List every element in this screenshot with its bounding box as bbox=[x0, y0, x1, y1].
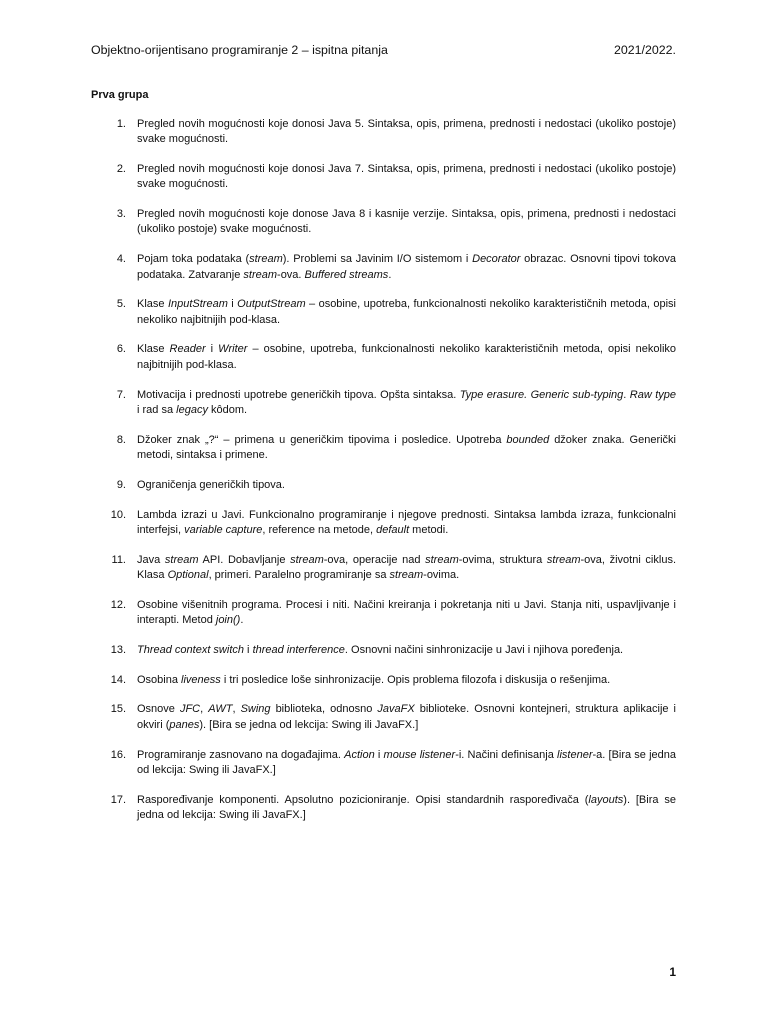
question-text-segment: metodi. bbox=[409, 523, 449, 536]
question-text-segment: API. Dobavljanje bbox=[198, 553, 291, 566]
question-number: 11. bbox=[111, 553, 126, 566]
question-text-segment: -i. Načini definisanja bbox=[455, 748, 558, 761]
question-text-italic: JFC bbox=[179, 703, 201, 716]
question-item bbox=[91, 117, 676, 148]
question-number: 17. bbox=[110, 793, 126, 806]
question-text-italic: stream bbox=[546, 553, 581, 566]
question-text-italic: Buffered streams bbox=[304, 268, 389, 281]
question-text-segment: Osobina bbox=[137, 673, 182, 686]
question-number: 2. bbox=[116, 163, 126, 176]
question-text-italic: AWT bbox=[208, 703, 233, 716]
question-text-segment: Java bbox=[137, 553, 165, 566]
question-text-italic: Reader bbox=[169, 343, 206, 356]
question-text-segment: ). [Bira se jedna od lekcija: Swing ili JavaFX.] bbox=[137, 793, 676, 821]
question-number: 10. bbox=[110, 508, 126, 521]
question-text-italic: variable capture bbox=[184, 523, 263, 536]
group-title: Prva grupa bbox=[91, 89, 149, 101]
question-text-segment: -ovima, struktura bbox=[458, 553, 547, 566]
question-text-segment: kôdom. bbox=[207, 403, 248, 416]
question-item bbox=[91, 553, 676, 584]
question-text-segment: Motivacija i prednosti upotrebe generičkih tipova. Opšta sintaksa. bbox=[137, 388, 460, 401]
question-text-segment: biblioteka, odnosno bbox=[270, 703, 378, 716]
question-text bbox=[137, 553, 676, 584]
question-text-segment: Pregled novih mogućnosti koje donosi Java 5. Sintaksa, opis, primena, prednosti i nedostaci (ukoliko postoje) svake mogućnosti. bbox=[137, 118, 676, 146]
question-text-segment: i tri posledice loše sinhronizacije. Opis problema filozofa i diskusija o rešenjima. bbox=[220, 673, 611, 686]
question-text-segment: – osobine, upotreba, funkcionalnosti nekoliko karakterističnih metoda, opisi nekoliko najbitnijih pod-klasa. bbox=[137, 343, 677, 371]
question-text bbox=[137, 478, 676, 493]
question-item bbox=[91, 342, 676, 373]
question-text-segment: , bbox=[232, 703, 241, 716]
question-text-italic: Swing bbox=[240, 703, 271, 716]
question-text bbox=[137, 207, 676, 238]
question-text-segment: -ova, životni ciklus. Klasa bbox=[137, 553, 676, 581]
question-text-italic: legacy bbox=[176, 403, 208, 416]
question-item bbox=[91, 598, 676, 629]
question-item bbox=[91, 508, 676, 539]
question-text-italic: Decorator bbox=[472, 253, 521, 266]
question-text-segment: džoker znaka. Generički metodi, sintaksa i primene. bbox=[137, 433, 676, 461]
question-number: 14. bbox=[110, 673, 126, 686]
question-text bbox=[137, 388, 676, 419]
question-text bbox=[137, 117, 676, 148]
question-text-italic: join() bbox=[215, 614, 241, 627]
page-header bbox=[91, 42, 676, 58]
question-text-segment: Lambda izrazi u Javi. Funkcionalno programiranje i njegove prednosti. Sintaksa lambda izraza, funkcionalni interfejsi, bbox=[137, 508, 676, 536]
question-number: 8. bbox=[116, 433, 126, 446]
question-item bbox=[91, 207, 676, 238]
question-text-segment: i bbox=[374, 748, 384, 761]
question-text-segment: biblioteke. Osnovni kontejneri, struktura aplikacije i okviri ( bbox=[137, 703, 676, 731]
question-text-segment: , reference na metode, bbox=[262, 523, 377, 536]
question-number: 12. bbox=[110, 598, 126, 611]
question-number: 16. bbox=[110, 748, 126, 761]
question-text bbox=[137, 297, 676, 328]
question-text bbox=[137, 508, 676, 539]
header-course-title: Objektno-orijentisano programiranje 2 – ispitna pitanja bbox=[91, 43, 388, 57]
question-text bbox=[137, 673, 676, 688]
question-text-segment: . Osnovni načini sinhronizacije u Javi i njihova poređenja. bbox=[344, 643, 624, 656]
question-text-segment: -a. [Bira se jedna od lekcija: Swing ili JavaFX.] bbox=[137, 748, 677, 776]
question-text-segment: ). Problemi sa Javinim I/O sistemom i bbox=[282, 253, 473, 266]
question-text-segment: Osnove bbox=[137, 703, 180, 716]
question-item bbox=[91, 643, 676, 658]
question-text-segment: Pregled novih mogućnosti koje donose Java 8 i kasnije verzije. Sintaksa, opis, primena, prednosti i nedostaci (ukoliko postoje) svake mogućnosti. bbox=[137, 208, 676, 236]
question-text-segment: ). [Bira se jedna od lekcija: Swing ili JavaFX.] bbox=[199, 718, 419, 731]
question-text-segment: – osobine, upotreba, funkcionalnosti nekoliko karakterističnih metoda, opisi nekoliko najbitnijih pod-klasa. bbox=[137, 298, 676, 326]
question-text-italic: stream bbox=[389, 568, 424, 581]
question-text-italic: OutputStream bbox=[237, 298, 306, 311]
question-text-italic: InputStream bbox=[167, 298, 228, 311]
question-text bbox=[137, 748, 676, 779]
header-academic-year: 2021/2022. bbox=[613, 43, 676, 57]
question-text-segment: Ograničenja generičkih tipova. bbox=[137, 478, 285, 491]
question-number: 9. bbox=[116, 478, 126, 491]
question-text-segment: Klase bbox=[137, 298, 168, 311]
question-text-segment: Klase bbox=[137, 343, 170, 356]
question-text-italic: stream bbox=[164, 553, 199, 566]
question-item bbox=[91, 748, 676, 779]
question-text-segment: i bbox=[205, 343, 219, 356]
question-text bbox=[137, 162, 676, 193]
question-text-italic: bounded bbox=[506, 433, 550, 446]
question-text-segment: Osobine višenitnih programa. Procesi i niti. Načini kreiranja i pokretanja niti u Javi. Stanja niti, uspavljivanje i interapti. Metod bbox=[137, 598, 676, 627]
question-number: 3. bbox=[116, 208, 126, 221]
question-text-italic: stream bbox=[249, 253, 283, 266]
question-text-italic: Type erasure. Generic sub-typing bbox=[459, 388, 624, 401]
question-item bbox=[91, 297, 676, 328]
question-text-segment: , bbox=[200, 703, 209, 716]
question-text-segment: Pregled novih mogućnosti koje donosi Java 7. Sintaksa, opis, primena, prednosti i nedostaci (ukoliko postoje) svake mogućnosti. bbox=[137, 163, 676, 191]
question-item bbox=[91, 478, 676, 493]
question-text-italic: layouts bbox=[588, 793, 624, 806]
question-number: 13. bbox=[110, 643, 126, 656]
question-text-italic: default bbox=[376, 523, 410, 536]
question-item bbox=[91, 433, 676, 464]
question-item bbox=[91, 388, 676, 419]
question-item bbox=[91, 252, 676, 283]
question-text bbox=[137, 342, 676, 373]
question-text bbox=[137, 598, 676, 629]
question-item bbox=[91, 162, 676, 193]
question-text-italic: panes bbox=[169, 718, 200, 731]
question-text-italic: JavaFX bbox=[377, 703, 415, 716]
question-text bbox=[137, 433, 676, 464]
question-number: 7. bbox=[116, 388, 126, 401]
question-text bbox=[137, 793, 676, 824]
question-text-segment: -ova, operacije nad bbox=[323, 553, 426, 566]
question-text-italic: Thread context switch bbox=[137, 643, 244, 656]
page-number: 1 bbox=[669, 965, 676, 979]
question-text-segment: i bbox=[227, 298, 238, 311]
question-text bbox=[137, 252, 676, 283]
question-text-segment: -ovima. bbox=[423, 568, 460, 581]
question-text-segment: Pojam toka podataka ( bbox=[137, 253, 250, 266]
question-text-segment: Džoker znak „?“ – primena u generičkim tipovima i posledice. Upotreba bbox=[137, 433, 507, 446]
question-text-italic: listener bbox=[557, 748, 593, 761]
question-number: 6. bbox=[116, 343, 126, 356]
question-text-italic: mouse listener bbox=[383, 748, 456, 761]
question-text-segment: , primeri. Paralelno programiranje sa bbox=[208, 568, 390, 581]
question-text-italic: Raw type bbox=[629, 388, 676, 401]
question-number: 15. bbox=[110, 703, 126, 716]
question-text-italic: Optional bbox=[167, 568, 209, 581]
question-text-segment: . bbox=[623, 388, 630, 401]
question-text-italic: thread interference bbox=[252, 643, 345, 656]
question-text-segment: -ova. bbox=[277, 268, 305, 281]
question-item bbox=[91, 793, 676, 824]
question-text-segment: obrazac. Osnovni tipovi tokova podataka. Zatvaranje bbox=[137, 253, 677, 281]
question-text-italic: stream bbox=[243, 268, 278, 281]
question-text-italic: liveness bbox=[181, 673, 221, 686]
question-text-segment: Programiranje zasnovano na događajima. bbox=[137, 748, 345, 761]
question-text-italic: stream bbox=[290, 553, 324, 566]
question-number: 5. bbox=[116, 298, 126, 311]
question-text-italic: stream bbox=[425, 553, 459, 566]
question-number: 1. bbox=[116, 118, 126, 130]
question-text bbox=[137, 643, 676, 658]
question-item bbox=[91, 702, 676, 733]
question-text-segment: . bbox=[388, 268, 392, 281]
question-text bbox=[137, 702, 676, 733]
question-text-segment: i bbox=[244, 643, 253, 656]
question-item bbox=[91, 673, 676, 688]
question-text-italic: Writer bbox=[218, 343, 248, 356]
question-number: 4. bbox=[116, 253, 126, 266]
question-text-segment: Raspoređivanje komponenti. Apsolutno pozicioniranje. Opisi standardnih raspoređivača ( bbox=[137, 793, 589, 806]
question-text-italic: Action bbox=[344, 748, 375, 761]
question-text-segment: . bbox=[240, 614, 244, 627]
question-text-segment: i rad sa bbox=[137, 403, 177, 416]
